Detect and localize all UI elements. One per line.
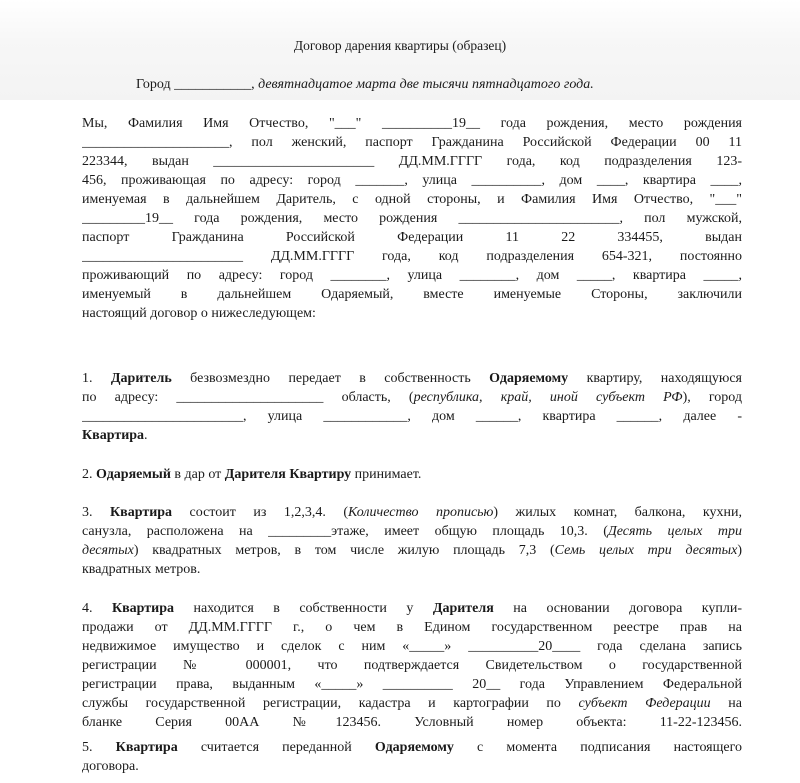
- clause-3-line: [82, 503, 742, 522]
- preamble-line: 456, проживающая по адресу: город _______, улица __________, дом ____, квартира ____,: [82, 173, 742, 188]
- clause-text: считается переданной: [177, 740, 375, 755]
- clause-italic: субъект Федерации: [578, 696, 711, 711]
- term-daritelya: Дарителя: [432, 601, 494, 616]
- clause-1-line: [82, 369, 742, 388]
- clause-4-line: [82, 694, 742, 713]
- clause-text: ) жилых комнат, балкона, кухни,: [493, 505, 742, 520]
- clause-number: 1.: [82, 371, 93, 386]
- clause-text: .: [144, 428, 148, 443]
- clause-italic: Семь целых три десятых: [554, 543, 738, 558]
- clause-4-line: бланке Серия 00АА №123456. Условный номер объекта: 11-22-123456.: [82, 715, 742, 730]
- city-date-line: [136, 77, 594, 93]
- term-kvartira: Квартира: [82, 428, 145, 443]
- preamble-line: _______________________ ДД.ММ.ГГГГ года, код подразделения 654-321, постоянно: [82, 249, 742, 264]
- preamble-line: именуемая в дальнейшем Даритель, с одной стороны, и Фамилия Имя Отчество, "___": [82, 192, 742, 207]
- contract-date: девятнадцатое марта две тысячи пятнадцатого года.: [258, 77, 594, 92]
- clause-2-line: [82, 465, 742, 484]
- clause-text: с момента подписания настоящего: [453, 740, 742, 755]
- city-label: Город: [136, 77, 171, 92]
- clause-5-line: договора.: [82, 759, 139, 774]
- clause-4-line: недвижимое имущество и сделок с ним «_____» __________20____ года сделана запись: [82, 639, 742, 654]
- clause-text: принимает.: [351, 467, 422, 482]
- clause-4: [82, 599, 742, 732]
- clause-italic: республика, край, иной субъект РФ: [413, 390, 683, 405]
- clause-text: ), город: [682, 390, 742, 405]
- clause-number: 4.: [82, 601, 93, 616]
- term-kvartira: Квартира: [110, 505, 173, 520]
- clause-3: [82, 503, 742, 579]
- clause-text: на основании договора купли-: [493, 601, 742, 616]
- term-daritel: Даритель: [110, 371, 172, 386]
- clause-4-line: [82, 599, 742, 618]
- clause-text: на: [710, 696, 742, 711]
- preamble-line: _________19__ года рождения, место рождения _______________________, пол мужской,: [82, 211, 742, 226]
- clause-3-line: [82, 522, 742, 541]
- preamble-line: Мы, Фамилия Имя Отчество, "___" __________19__ года рождения, место рождения: [82, 116, 742, 131]
- clause-text: ) квадратных метров, в том числе жилую площадь 7,3 (: [133, 543, 555, 558]
- preamble-line: проживающий по адресу: город ________, улица ________, дом _____, квартира _____,: [82, 268, 742, 283]
- clause-4-line: регистрации № 000001, что подтверждается Свидетельством о государственной: [82, 658, 742, 673]
- clause-italic: десятых: [82, 543, 134, 558]
- clause-3-line: квадратных метров.: [82, 562, 201, 577]
- term-daritelya: Дарителя: [224, 467, 286, 482]
- clause-number: 5.: [82, 740, 93, 755]
- clause-text: квартиру, находящуюся: [568, 371, 742, 386]
- clause-number: 2.: [82, 467, 93, 482]
- clause-italic: Десять целых три: [607, 524, 742, 539]
- term-odaryaemomu: Одаряемому: [489, 371, 569, 386]
- clause-text: по адресу: _____________________ область, (: [82, 390, 414, 405]
- preamble-line: _____________________, пол женский, паспорт Гражданина Российской Федерации 00 11: [82, 135, 742, 150]
- document-title: Договор дарения квартиры (образец): [293, 38, 507, 53]
- term-kvartira: Квартира: [111, 601, 175, 616]
- preamble-line: паспорт Гражданина Российской Федерации 11 22 334455, выдан: [82, 230, 742, 245]
- clause-1-line: [82, 388, 742, 407]
- clause-text: ): [737, 543, 742, 558]
- clause-4-line: регистрации права, выданным «_____» __________ 20__ года Управлением Федеральной: [82, 677, 742, 692]
- clause-text: состоит из 1,2,3,4. (: [172, 505, 349, 520]
- preamble-line: именуемый в дальнейшем Одаряемый, вместе именуемые Стороны, заключили: [82, 287, 742, 302]
- clause-5-line: [82, 738, 742, 757]
- clause-text: находится в собственности у: [174, 601, 433, 616]
- term-odaryaemy: Одаряемый: [96, 467, 171, 482]
- clause-text: безвозмездно передает в собственность: [171, 371, 490, 386]
- clause-2: [82, 465, 742, 484]
- preamble: [82, 114, 742, 323]
- clause-number: 3.: [82, 505, 93, 520]
- clause-3-line: [82, 541, 742, 560]
- clause-text: санузла, расположена на _________этаже, имеет общую площадь 10,3. (: [82, 524, 608, 539]
- term-odaryaemomu: Одаряемому: [374, 740, 454, 755]
- clause-4-line: продажи от ДД.ММ.ГГГГ г., о чем в Едином государственном реестре прав на: [82, 620, 742, 635]
- clause-text: в дар от: [170, 467, 225, 482]
- clause-1-line: [82, 426, 742, 445]
- term-kvartiru: Квартиру: [289, 467, 352, 482]
- preamble-line: 223344, выдан _______________________ ДД.ММ.ГГГГ года, код подразделения 123-: [82, 154, 742, 169]
- clause-text: службы государственной регистрации, кадастра и картографии по: [82, 696, 579, 711]
- city-blank: ___________,: [174, 77, 255, 92]
- preamble-line: настоящий договор о нижеследующем:: [82, 306, 316, 321]
- term-kvartira: Квартира: [115, 740, 178, 755]
- clause-1: [82, 369, 742, 445]
- clause-1-line: _______________________, улица ____________, дом ______, квартира ______, далее -: [82, 409, 742, 424]
- clause-5: [82, 738, 742, 776]
- clause-italic: Количество прописью: [348, 505, 494, 520]
